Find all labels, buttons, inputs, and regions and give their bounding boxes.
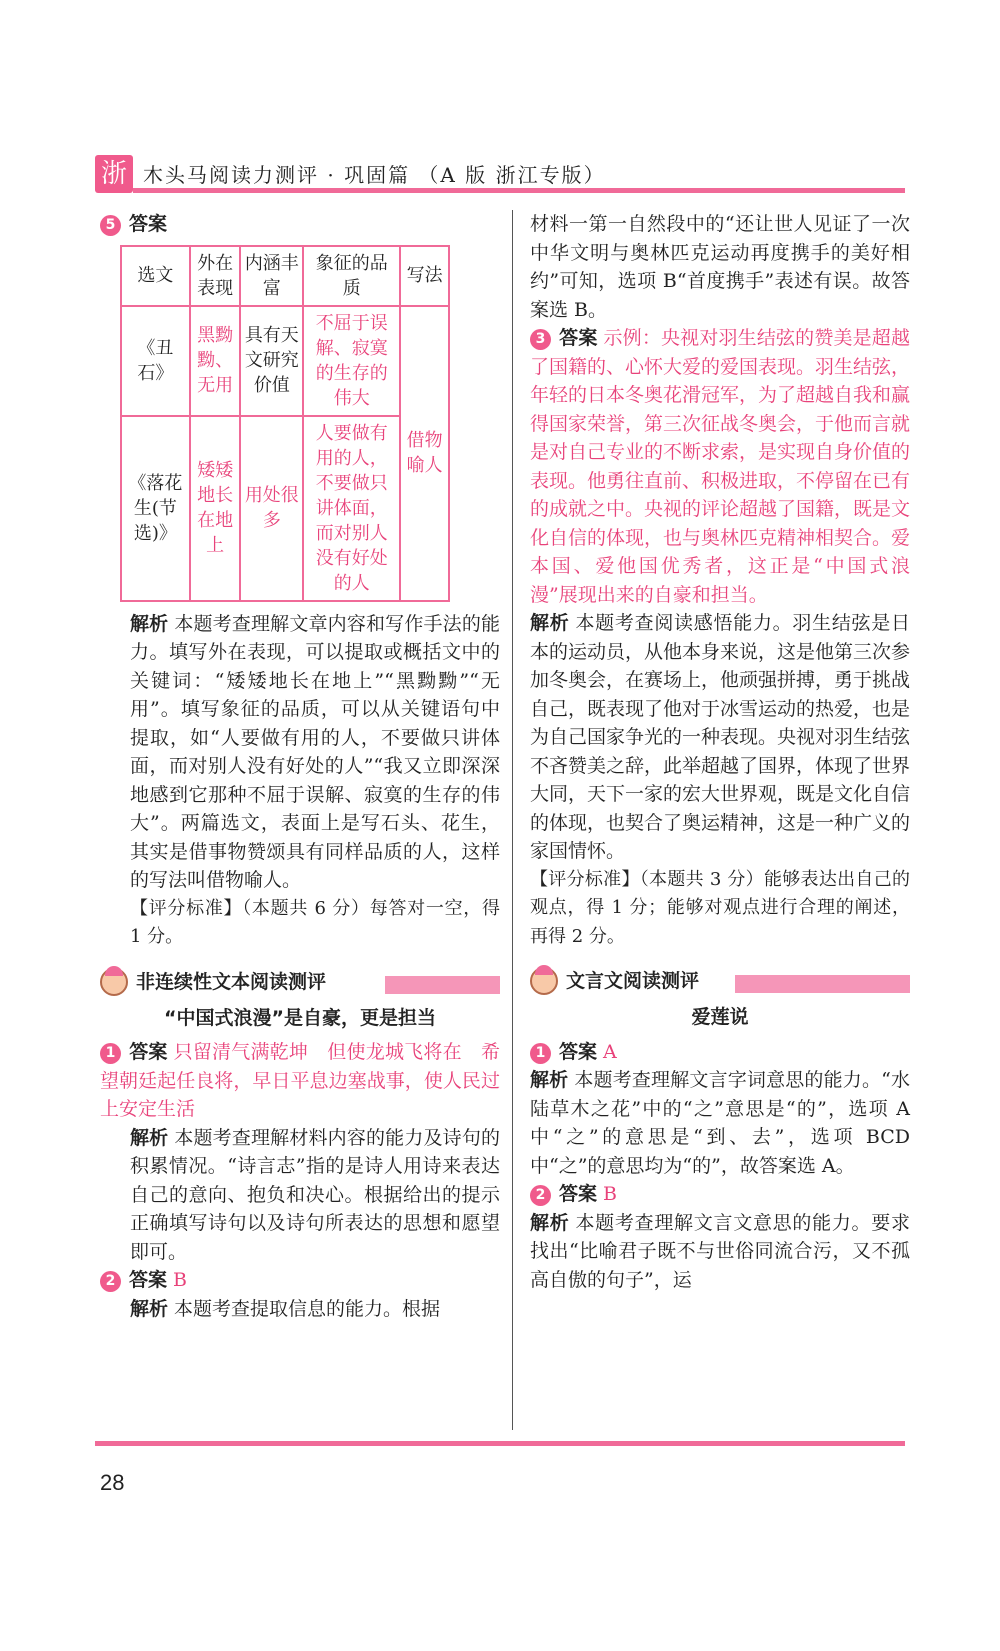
answer-text: A xyxy=(603,1040,617,1063)
right-column xyxy=(530,210,910,1294)
analysis-text: 本题考查提取信息的能力。根据 xyxy=(174,1297,441,1320)
quality-cell: 不屈于误解、寂寞的生存的伟大 xyxy=(303,306,400,416)
question-2 xyxy=(100,1266,500,1323)
question-1 xyxy=(100,1038,500,1266)
answer-label: 答案 xyxy=(129,1269,168,1291)
analysis-text: 本题考查理解文章内容和写作手法的能力。填写外在表现，可以提取或概括文中的关键词：“矮矮地长在地上”“黑黝黝”“无用”。填写象征的品质，可以从关键语句中提取，如“人要做有用的人，不要做只讲体面，而对别人没有好处的人”“我又立即深深地感到它那种不屈于误解、寂寞的生存的伟大”。两篇选文，表面上是写石头、花生，其实是借事物赞颂具有同样品质的人，这样的写法叫借物喻人。 xyxy=(130,612,500,891)
question-number-badge: 5 xyxy=(100,215,121,236)
analysis-text: 本题考查理解文言字词意思的能力。“水陆草木之花”中的“之”意思是“的”，选项 A 中“之”的意思是“到、去”，选项 BCD 中“之”的意思均为“的”，故答案选 A。 xyxy=(530,1069,910,1177)
question-number-badge: 3 xyxy=(530,329,551,350)
table-header-cell: 选文 xyxy=(121,246,190,306)
analysis-continuation: 材料一第一自然段中的“还让世人见证了一次中华文明与奥林匹克运动再度携手的美好相约”可知，选项 B“首度携手”表述有误。故答案选 B。 xyxy=(530,213,910,321)
analysis-label: 解析 xyxy=(130,1126,169,1149)
analysis-text: 本题考查理解文言文意思的能力。要求找出“比喻君子既不与世俗同流合污，又不孤高自傲的句子”，运 xyxy=(530,1211,910,1291)
analysis-paragraph xyxy=(100,1295,500,1324)
table-row xyxy=(121,416,449,601)
analysis-label: 解析 xyxy=(130,1297,169,1320)
page-header xyxy=(95,155,905,195)
score-criteria: 【评分标准】（本题共 3 分）能够表达出自己的观点，得 1 分；能够对观点进行合理的阐述，再得 2 分。 xyxy=(530,868,910,947)
column-divider xyxy=(512,210,513,1430)
question-number-badge: 2 xyxy=(530,1185,551,1206)
answer-text: B xyxy=(603,1183,617,1205)
answer-table xyxy=(120,245,450,602)
section-title-bar xyxy=(385,976,500,994)
question-5 xyxy=(100,210,500,952)
answer-label: 答案 xyxy=(559,1183,598,1205)
section-header-classical xyxy=(530,963,910,999)
section-title-bar xyxy=(735,975,910,993)
analysis-text: 本题考查阅读感悟能力。羽生结弦是日本的运动员，从他本身来说，这是他第三次参加冬奥会，在赛场上，他顽强拼搏，勇于挑战自己，既表现了他对于冰雪运动的热爱，也是为自己国家争光的一种表现。央视对羽生结弦不吝赞美之辞，此举超越了国界，体现了世界大同，天下一家的宏大世界观，既是文化自信的体现，也契合了奥运精神，这是一种广义的家国情怀。 xyxy=(530,612,911,862)
section-title: 文言文阅读测评 xyxy=(566,970,700,992)
question-number-badge: 1 xyxy=(530,1043,551,1064)
method-cell: 借物喻人 xyxy=(400,306,449,601)
analysis-text: 本题考查理解材料内容的能力及诗句的积累情况。“诗言志”指的是诗人用诗来表达自己的意向、抱负和决心。根据给出的提示正确填写诗句以及诗句所表达的思想和愿望即可。 xyxy=(130,1126,500,1263)
appearance-cell: 黑黝黝、无用 xyxy=(190,306,241,416)
question-1-classical xyxy=(530,1038,910,1181)
table-header-cell: 象征的品质 xyxy=(303,246,400,306)
mascot-icon xyxy=(530,967,558,995)
passage-title: 爱莲说 xyxy=(691,1006,749,1028)
essay-title-cell: 《丑石》 xyxy=(121,306,190,416)
section-title: 非连续性文本阅读测评 xyxy=(136,970,327,993)
table-header-cell: 内涵丰富 xyxy=(240,246,303,306)
answer-label: 答案 xyxy=(129,213,168,235)
mascot-icon xyxy=(100,968,128,996)
meaning-cell: 具有天文研究价值 xyxy=(240,306,303,416)
header-divider xyxy=(133,188,905,193)
question-number-badge: 1 xyxy=(100,1043,121,1064)
question-3 xyxy=(530,324,910,951)
answer-label: 答案 xyxy=(559,1040,598,1063)
left-column xyxy=(100,210,500,1323)
footer-divider xyxy=(95,1441,905,1446)
table-header-cell: 外在表现 xyxy=(190,246,241,306)
quality-cell: 人要做有用的人，不要做只讲体面，而对别人没有好处的人 xyxy=(303,416,400,601)
analysis-paragraph xyxy=(530,609,910,866)
answer-label: 答案 xyxy=(559,327,598,349)
passage-title: “中国式浪漫”是自豪，更是担当 xyxy=(164,1006,436,1029)
score-criteria: 【评分标准】（本题共 6 分）每答对一空，得 1 分。 xyxy=(130,897,500,947)
page-number: 28 xyxy=(100,1470,125,1495)
answer-text: 只留清气满乾坤 但使龙城飞将在 希望朝廷起任良将，早日平息边塞战事，使人民过上安定生活 xyxy=(100,1041,500,1120)
table-row xyxy=(121,306,449,416)
book-title: 木头马阅读力测评 · 巩固篇 （A 版 浙江专版） xyxy=(143,163,606,187)
zhejiang-logo-icon: 浙 xyxy=(95,155,133,193)
analysis-label: 解析 xyxy=(130,612,169,635)
question-number-badge: 2 xyxy=(100,1271,121,1292)
answer-text: B xyxy=(173,1269,187,1291)
section-header-nonlinear xyxy=(100,964,500,1000)
answer-text: 示例：央视对羽生结弦的赞美是超越了国籍的、心怀大爱的爱国表现。羽生结弦，年轻的日本冬奥花滑冠军，为了超越自我和赢得国家荣誉，第三次征战冬奥会，于他而言就是对自己专业的不断求索，是实现自身价值的表现。他勇往直前、积极进取，不停留在已有的成就之中。央视的评论超越了国籍，既是文化自信的体现，也与奥林匹克精神相契合。爱本国、爱他国优秀者，这正是“中国式浪漫”展现出来的自豪和担当。 xyxy=(530,327,911,606)
analysis-label: 解析 xyxy=(530,1211,570,1234)
appearance-cell: 矮矮地长在地上 xyxy=(190,416,241,601)
table-header-row xyxy=(121,246,449,306)
analysis-paragraph xyxy=(100,1124,500,1267)
table-header-cell: 写法 xyxy=(400,246,449,306)
answer-label: 答案 xyxy=(129,1041,168,1063)
analysis-paragraph xyxy=(530,1066,910,1180)
analysis-label: 解析 xyxy=(530,1069,569,1091)
essay-title-cell: 《落花生(节选)》 xyxy=(121,416,190,601)
analysis-paragraph xyxy=(100,610,500,895)
question-2-classical xyxy=(530,1180,910,1294)
analysis-label: 解析 xyxy=(530,612,570,634)
meaning-cell: 用处很多 xyxy=(240,416,303,601)
analysis-paragraph xyxy=(530,1209,910,1295)
